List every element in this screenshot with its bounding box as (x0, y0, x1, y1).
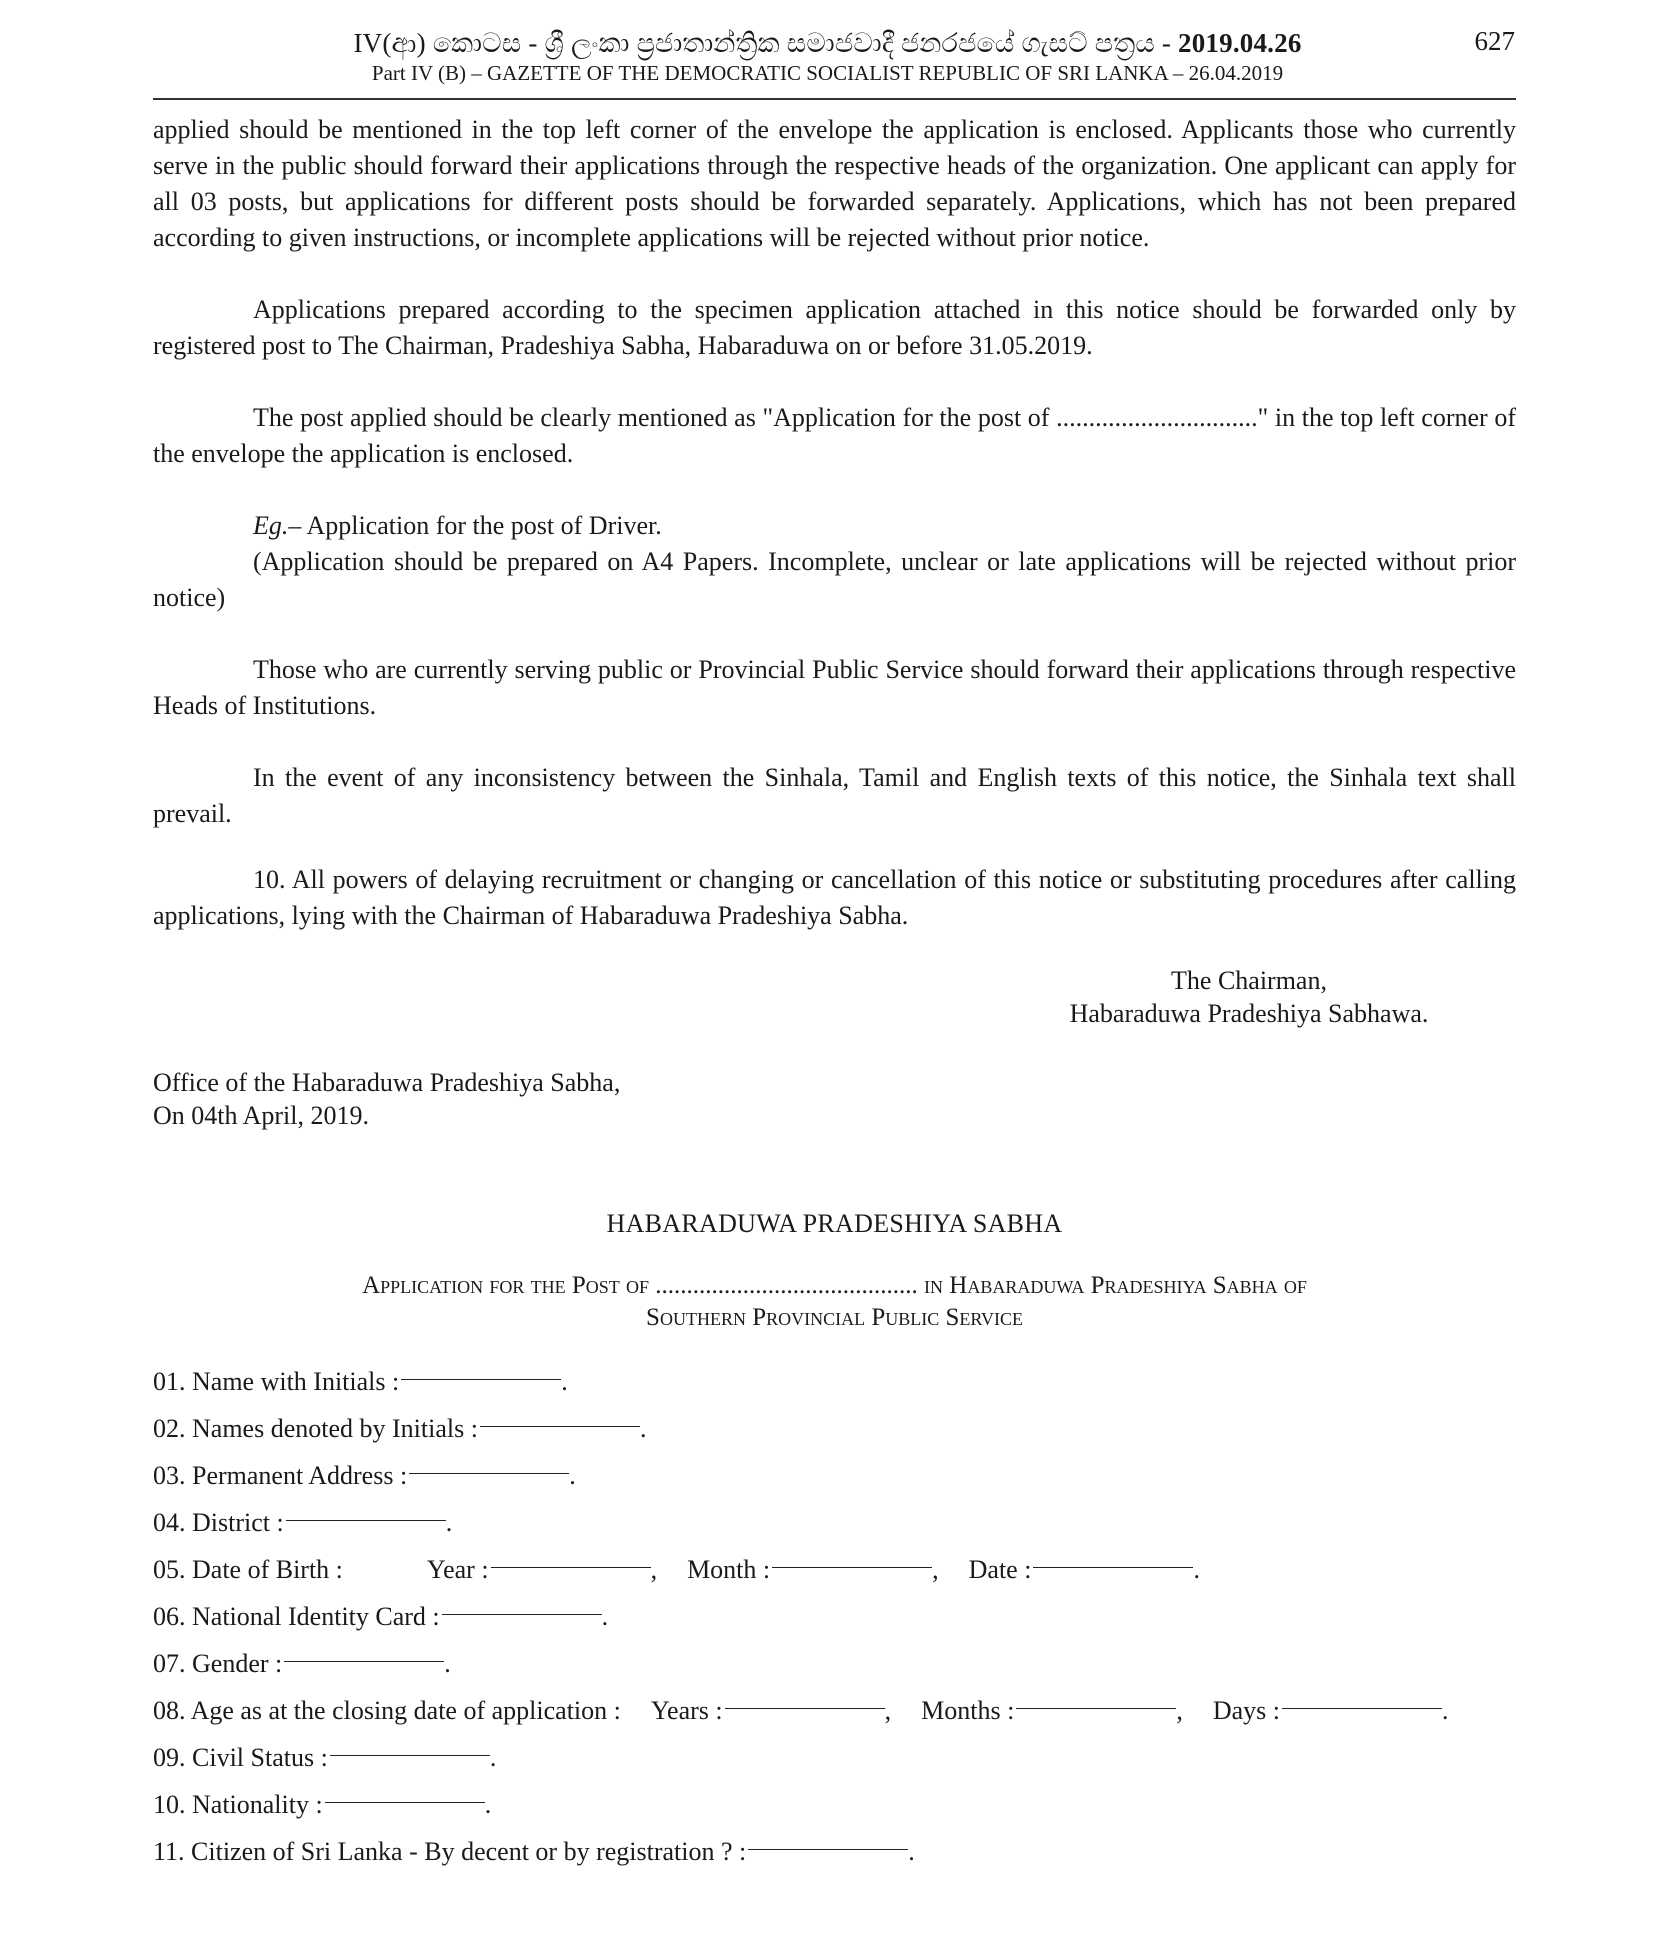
form-row-gender: 07. Gender : . (153, 1640, 1516, 1687)
paragraph-2: Applications prepared according to the specimen application attached in this notice should be forwarded only by registered post to The Chairman, Pradeshiya Sabha, Habaraduwa on or before 31.05.2019. (153, 295, 1516, 360)
form-row-date-of-birth: 05. Date of Birth : Year : , Month : , Date : . (153, 1546, 1516, 1593)
form-blank-line (748, 1829, 908, 1850)
paragraph-serving: Those who are currently serving public or Provincial Public Service should forward their applications through respective Heads of Institutions. (153, 655, 1516, 720)
application-title (153, 1270, 1516, 1334)
form-blank-line (442, 1594, 602, 1615)
paragraph-3: The post applied should be clearly mentioned as "Application for the post of ..............................." in the top left corner of the envelope the application is enclosed. (153, 403, 1516, 468)
page-number: 627 (1474, 26, 1515, 56)
paragraph-a4-note: (Application should be prepared on A4 Papers. Incomplete, unclear or late applications will be rejected without prior notice) (153, 547, 1516, 612)
form-label: 10. Nationality : (153, 1790, 323, 1819)
form-label: 09. Civil Status : (153, 1743, 328, 1772)
form-row-nationality: 10. Nationality : . (153, 1781, 1516, 1828)
header-sinhala (0, 28, 1655, 60)
form-blank-line (330, 1735, 490, 1756)
form-blank-line (325, 1782, 485, 1803)
form-row-nic: 06. National Identity Card : . (153, 1593, 1516, 1640)
form-blank-line (284, 1641, 444, 1662)
form-row-address: 03. Permanent Address : . (153, 1452, 1516, 1499)
office-block (153, 1066, 1516, 1132)
form-sublabel-year: Year : (426, 1555, 489, 1584)
example-text: – Application for the post of Driver. (288, 511, 662, 540)
application-title-line-2: Southern Provincial Public Service (646, 1304, 1023, 1331)
form-blank-line (286, 1500, 446, 1521)
office-line-1: Office of the Habaraduwa Pradeshiya Sabha, (153, 1068, 621, 1097)
form-label: 01. Name with Initials : (153, 1367, 400, 1396)
form-sublabel-years: Years : (650, 1696, 723, 1725)
form-label: 08. Age as at the closing date of application : (153, 1696, 621, 1725)
paragraph-powers: 10. All powers of delaying recruitment or changing or cancellation of this notice or substituting procedures after calling applications, lying with the Chairman of Habaraduwa Pradeshiya Sabha. (153, 865, 1516, 930)
document-body (153, 112, 1516, 1875)
form-sublabel-date: Date : (968, 1555, 1032, 1584)
header-english: Part IV (B) – GAZETTE OF THE DEMOCRATIC SOCIALIST REPUBLIC OF SRI LANKA – 26.04.2019 (371, 61, 1284, 85)
form-blank-line (491, 1547, 651, 1568)
form-row-names-denoted: 02. Names denoted by Initials : . (153, 1405, 1516, 1452)
form-sublabel-month: Month : (687, 1555, 771, 1584)
paragraph-1: applied should be mentioned in the top left corner of the envelope the application is enclosed. Applicants those who currently serve in the public should forward their applications through the respective heads of the organization. One applicant can apply for all 03 posts, but applications for different posts should be forwarded separately. Applications, which has not been prepared according to given instructions, or incomplete applications will be rejected without prior notice. (153, 115, 1516, 252)
form-blank-line (1033, 1547, 1193, 1568)
form-blank-line (480, 1406, 640, 1427)
form-blank-line (1282, 1688, 1442, 1709)
form-row-civil-status: 09. Civil Status : . (153, 1734, 1516, 1781)
header-rule (153, 98, 1516, 100)
form-sublabel-months: Months : (921, 1696, 1015, 1725)
form-label: 03. Permanent Address : (153, 1461, 408, 1490)
form-blank-line (409, 1453, 569, 1474)
form-label: 11. Citizen of Sri Lanka - By decent or by registration ? : (153, 1837, 747, 1866)
form-row-name-initials: 01. Name with Initials : . (153, 1358, 1516, 1405)
form-row-age: 08. Age as at the closing date of application : Years : , Months : , Days : . (153, 1687, 1516, 1734)
form-blank-line (1016, 1688, 1176, 1709)
signature-line-2: Habaraduwa Pradeshiya Sabhawa. (1069, 999, 1429, 1028)
signature-line-1: The Chairman, (1171, 966, 1327, 995)
form-row-district: 04. District : . (153, 1499, 1516, 1546)
example-label: Eg. (253, 511, 289, 540)
application-form (153, 1358, 1516, 1875)
signature-block (1049, 964, 1449, 1030)
form-label: 02. Names denoted by Initials : (153, 1414, 478, 1443)
application-title-line-1: Application for the Post of .......................................... in Habaraduwa Pradeshiya Sabha of (362, 1272, 1307, 1299)
office-line-2: On 04th April, 2019. (153, 1101, 369, 1130)
form-label: 07. Gender : (153, 1649, 283, 1678)
form-sublabel-days: Days : (1212, 1696, 1280, 1725)
form-heading: HABARADUWA PRADESHIYA SABHA (606, 1209, 1063, 1238)
header-sinhala-title: IV(ආ) කොටස - ශ්‍රී ලංකා ප්‍රජාතාන්ත්‍රික සමාජවාදී ජනරජයේ ගැසට් පත්‍රය - (353, 28, 1179, 58)
form-label: 04. District : (153, 1508, 284, 1537)
form-blank-line (772, 1547, 932, 1568)
paragraph-inconsistency: In the event of any inconsistency between the Sinhala, Tamil and English texts of this notice, the Sinhala text shall prevail. (153, 763, 1516, 828)
form-blank-line (401, 1359, 561, 1380)
form-row-citizenship: 11. Citizen of Sri Lanka - By decent or by registration ? : . (153, 1828, 1516, 1875)
header-sinhala-date: 2019.04.26 (1178, 28, 1302, 58)
form-blank-line (725, 1688, 885, 1709)
paragraph-example (153, 508, 1516, 544)
form-label: 06. National Identity Card : (153, 1602, 440, 1631)
form-label: 05. Date of Birth : (153, 1555, 343, 1584)
